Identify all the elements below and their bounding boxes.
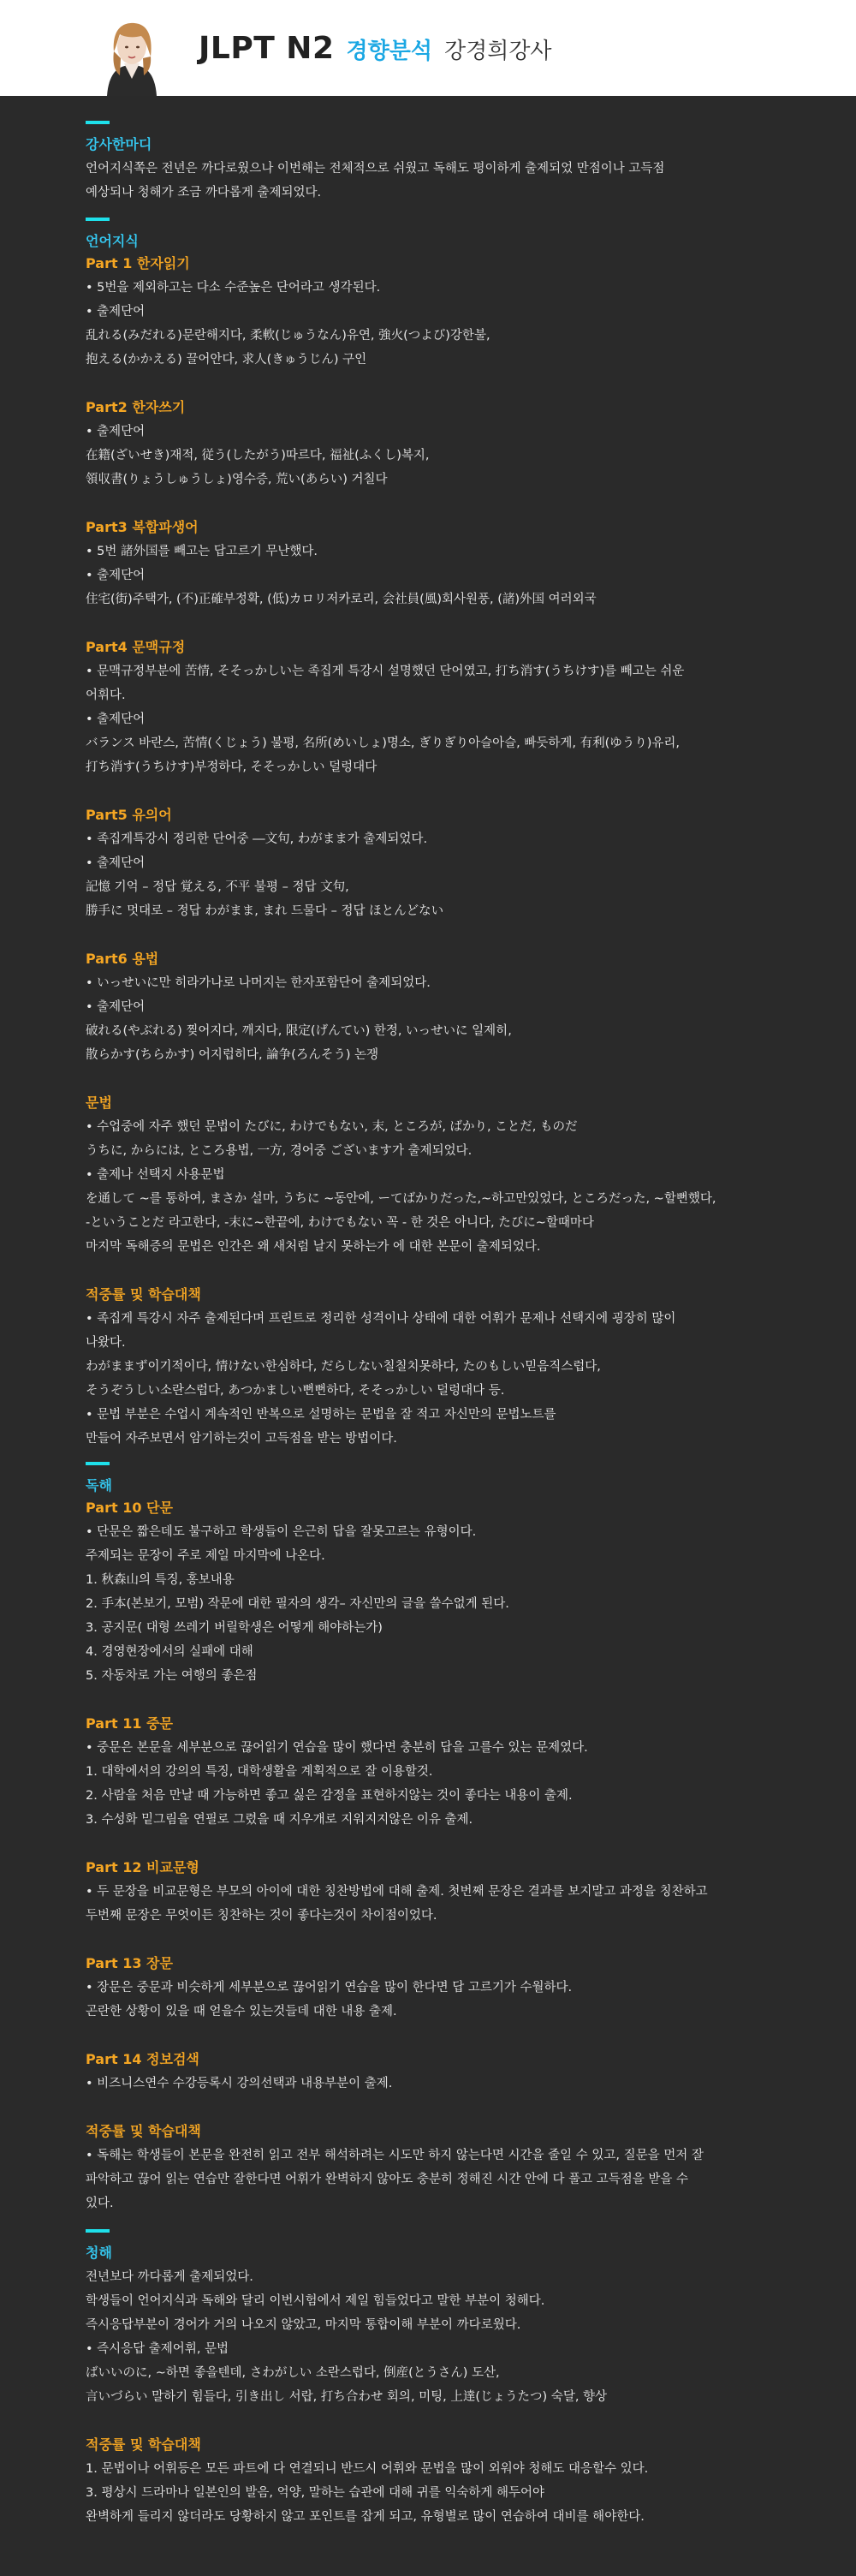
- subsection-part5: [86, 805, 770, 923]
- subsection-part2: [86, 397, 770, 492]
- section-title: 청해: [86, 2245, 112, 2261]
- text-line: • 수업중에 자주 했던 문법이 たびに, わけでもない, 末, ところが, ばかり, ことだ, ものだ: [86, 1120, 578, 1134]
- subsection-part10: [86, 1498, 770, 1688]
- text-line: 2. 手本(본보기, 모범) 작문에 대한 필자의 생각– 자신만의 글을 쓸수없게 된다.: [86, 1597, 509, 1611]
- text-line: • 두 문장을 비교문형은 부모의 아이에 대한 칭찬방법에 대해 출제. 첫번째 문장은 결과를 보지말고 과정을 칭찬하고: [86, 1885, 708, 1899]
- text-line: 전년보다 까다롭게 출제되었다.: [86, 2270, 253, 2284]
- subsection-title: Part5 유의어: [86, 807, 172, 823]
- subsection-title: Part4 문맥규정: [86, 639, 186, 655]
- text-line: ばいいのに, ~하면 좋을텐데, さわがしい 소란스럽다, 倒産(とうさん) 도산,: [86, 2366, 500, 2380]
- text-line: 완벽하게 들리지 않더라도 당황하지 않고 포인트를 잡게 되고, 유형별로 많이 연습하여 대비를 해야한다.: [86, 2510, 645, 2524]
- subsection-tips-language: [86, 1285, 770, 1451]
- text-line: 파악하고 끊어 읽는 연습만 잘한다면 어휘가 완벽하지 않아도 충분히 정해진 시간 안에 다 풀고 고득점을 받을 수: [86, 2173, 689, 2186]
- subsection-part14: [86, 2049, 770, 2096]
- section-accent-bar: [86, 1462, 110, 1465]
- subsection-title: 적중률 및 학습대책: [86, 2436, 201, 2453]
- text-line: 破れる(やぶれる) 찢어지다, 깨지다, 限定(げんてい) 한정, いっせいに 일제히,: [86, 1024, 512, 1038]
- subsection-part13: [86, 1953, 770, 2024]
- subsection-title: Part6 용법: [86, 951, 159, 967]
- text-line: • 문법 부분은 수업시 계속적인 반복으로 설명하는 문법을 잘 적고 자신만의 문법노트를: [86, 1408, 556, 1422]
- text-line: • 출제단어: [86, 856, 146, 870]
- subsection-title: Part3 복합파생어: [86, 519, 199, 535]
- text-line: 勝手に 멋대로 – 정답 わがまま, まれ 드물다 – 정답 ほとんどない: [86, 904, 444, 918]
- text-line: 3. 공지문( 대형 쓰레기 버릴학생은 어떻게 해야하는가): [86, 1621, 383, 1635]
- text-line: • 즉시응답 출제어휘, 문법: [86, 2342, 229, 2356]
- text-line: 나왔다.: [86, 1336, 126, 1350]
- subsection-title: Part 10 단문: [86, 1500, 173, 1516]
- text-line: 3. 수성화 밑그림을 연필로 그렸을 때 지우개로 지워지지않은 이유 출제.: [86, 1813, 473, 1827]
- text-line: • 독해는 학생들이 본문을 완전히 읽고 전부 해석하려는 시도만 하지 않는다면 시간을 줄일 수 있고, 질문을 먼저 잘: [86, 2149, 704, 2162]
- text-line: • 비즈니스연수 수강등록시 강의선택과 내용부분이 출제.: [86, 2077, 393, 2090]
- text-line: 만들어 자주보면서 암기하는것이 고득점을 받는 방법이다.: [86, 1432, 397, 1446]
- subsection-title: Part 13 장문: [86, 1955, 173, 1971]
- subsection-title: 문법: [86, 1094, 112, 1111]
- section-body: [86, 157, 770, 205]
- text-line: • 출제단어: [86, 1000, 146, 1014]
- text-line: 있다.: [86, 2197, 114, 2210]
- subsection-part4: [86, 637, 770, 779]
- text-line: • 출제단어: [86, 569, 146, 582]
- text-line: • 중문은 본문을 세부분으로 끊어읽기 연습을 많이 했다면 충분히 답을 고를수 있는 문제였다.: [86, 1741, 588, 1755]
- text-line: 言いづらい 말하기 힘들다, 引き出し 서랍, 打ち合わせ 회의, 미팅, 上達(じょうたつ) 숙달, 향상: [86, 2390, 608, 2404]
- text-line: 2. 사람을 처음 만날 때 가능하면 좋고 싫은 감정을 표현하지않는 것이 좋다는 내용이 출제.: [86, 1789, 573, 1803]
- text-line: • 5번을 제외하고는 다소 수준높은 단어라고 생각된다.: [86, 281, 381, 295]
- text-line: そうぞうしい소란스럽다, あつかましい뻔뻔하다, そそっかしい 덜렁대다 등.: [86, 1384, 505, 1398]
- text-line: 記憶 기억 – 정답 覚える, 不平 불평 – 정답 文句,: [86, 880, 349, 894]
- text-line: • 족집게특강시 정리한 단어중 ―文句, わがまま가 출제되었다.: [86, 832, 428, 846]
- subsection-tips-reading: [86, 2121, 770, 2215]
- text-line: 마지막 독해증의 문법은 인간은 왜 새처럼 날지 못하는가 에 대한 본문이 출제되었다.: [86, 1240, 541, 1254]
- text-line: 예상되나 청해가 조금 까다롭게 출제되었다.: [86, 186, 322, 200]
- subsection-part12: [86, 1857, 770, 1928]
- section-accent-bar: [86, 218, 110, 221]
- subsection-title: 적중률 및 학습대책: [86, 2123, 201, 2139]
- text-line: • 단문은 짧은데도 불구하고 학생들이 은근히 답을 잘못고르는 유형이다.: [86, 1525, 477, 1539]
- text-line: 5. 자동차로 가는 여행의 좋은점: [86, 1669, 258, 1683]
- section-reading: [86, 1462, 770, 2215]
- text-line: 3. 평상시 드라마나 일본인의 발음, 억양, 말하는 습관에 대해 귀를 익숙하게 해두어야: [86, 2486, 544, 2500]
- subsection-part11: [86, 1714, 770, 1832]
- text-line: 학생들이 언어지식과 독해와 달리 이번시험에서 제일 힘들었다고 말한 부분이 청해다.: [86, 2294, 545, 2308]
- section-language: [86, 218, 770, 1451]
- subsection-title: Part2 한자쓰기: [86, 399, 186, 415]
- text-line: 곤란한 상황이 있을 때 얻을수 있는것들데 대한 내용 출제.: [86, 2005, 397, 2018]
- section-title: 독해: [86, 1477, 112, 1494]
- title-accent: 경향분석: [346, 39, 432, 64]
- title-main: JLPT N2: [199, 31, 335, 66]
- text-line: 乱れる(みだれる)문란해지다, 柔軟(じゅうなん)유연, 強火(つよび)강한불,: [86, 329, 490, 343]
- subsection-part6: [86, 949, 770, 1067]
- text-line: 주제되는 문장이 주로 제일 마지막에 나온다.: [86, 1549, 325, 1563]
- section-intro: [86, 121, 770, 205]
- text-line: • 장문은 중문과 비슷하게 세부분으로 끊어읽기 연습을 많이 한다면 답 고르기가 수월하다.: [86, 1981, 573, 1995]
- section-listening: [86, 2229, 770, 2529]
- subsection-part1: [86, 253, 770, 372]
- text-line: • 출제단어: [86, 305, 146, 319]
- subsection-title: Part 12 비교문형: [86, 1859, 199, 1875]
- section-accent-bar: [86, 121, 110, 124]
- text-line: • 출제단어: [86, 713, 146, 726]
- text-line: 어휘다.: [86, 689, 126, 702]
- text-line: • いっせいに만 히라가나로 나머지는 한자포함단어 출제되었다.: [86, 976, 431, 990]
- text-line: 4. 경영현장에서의 실패에 대해: [86, 1645, 253, 1659]
- text-line: うちに, からには, ところ용법, 一方, 경어중 ございます가 출제되었다.: [86, 1144, 473, 1158]
- text-line: 在籍(ざいせき)재적, 従う(したがう)따르다, 福祉(ふくし)복지,: [86, 449, 430, 462]
- text-line: 住宅(街)주택가, (不)正確부정확, (低)カロリ저카로리, 会社員(風)회사원풍, (諸)外国 여러외국: [86, 593, 597, 606]
- text-line: 散らかす(ちらかす) 어지럽히다, 論争(ろんそう) 논쟁: [86, 1048, 379, 1062]
- text-line: • 문맥규정부분에 苦情, そそっかしい는 족집게 특강시 설명했던 단어였고, 打ち消す(うちけす)를 빼고는 쉬운: [86, 665, 685, 678]
- text-line: • 출제단어: [86, 425, 146, 438]
- text-line: • 족집게 특강시 자주 출제된다며 프린트로 정리한 성격이나 상태에 대한 어휘가 문제나 선택지에 굉장히 많이: [86, 1312, 676, 1326]
- subsection-grammar: [86, 1093, 770, 1259]
- text-line: 즉시응답부분이 경어가 거의 나오지 않았고, 마지막 통합이해 부분이 까다로웠다.: [86, 2318, 521, 2332]
- text-line: 1. 대학에서의 강의의 특징, 대학생활을 계획적으로 잘 이용할것.: [86, 1765, 433, 1779]
- subsection-tips-listening: [86, 2435, 770, 2529]
- text-line: わがままず이기적이다, 情けない한심하다, だらしない칠칠치못하다, たのもしい믿음직스럽다,: [86, 1360, 601, 1374]
- title-instructor: 강경희강사: [443, 39, 552, 64]
- text-line: 1. 문법이나 어휘등은 모든 파트에 다 연결되니 반드시 어휘와 문법을 많이 외워야 청해도 대응할수 있다.: [86, 2462, 649, 2476]
- text-line: • 5번 諸外国를 빼고는 답고르기 무난했다.: [86, 545, 318, 558]
- section-title: 강사한마디: [86, 136, 152, 152]
- text-line: -ということだ 라고한다, -末に~한끝에, わけでもない 꼭 - 한 것은 아니다, たびに~할때마다: [86, 1216, 594, 1230]
- content-column: [86, 0, 770, 2576]
- section-title: 언어지식: [86, 233, 139, 249]
- subsection-title: Part 14 정보검색: [86, 2051, 199, 2067]
- text-line: 領収書(りょうしゅうしょ)영수증, 荒い(あらい) 거칠다: [86, 473, 388, 486]
- subsection-title: 적중률 및 학습대책: [86, 1286, 201, 1303]
- text-line: 1. 秋森山의 특징, 홍보내용: [86, 1573, 235, 1587]
- subsection-title: Part 11 중문: [86, 1715, 173, 1732]
- text-line: バランス 바란스, 苦情(くじょう) 불평, 名所(めいしょ)명소, ぎりぎり아슬아슬, 빠듯하게, 有利(ゆうり)유리,: [86, 736, 681, 750]
- text-line: 두번째 문장은 무엇이든 칭찬하는 것이 좋다는것이 차이점이었다.: [86, 1909, 437, 1923]
- text-line: • 출제나 선택지 사용문법: [86, 1168, 225, 1182]
- subsection-part3: [86, 517, 770, 611]
- text-line: を通して ~를 통하여, まさか 설마, うちに ~동안에, ーてばかりだった,~하고만있었다, ところだった, ~할뻔했다,: [86, 1192, 716, 1206]
- text-line: 抱える(かかえる) 끌어안다, 求人(きゅうじん) 구인: [86, 353, 367, 367]
- section-accent-bar: [86, 2229, 110, 2233]
- text-line: 打ち消す(うちけす)부정하다, そそっかしい 덜렁대다: [86, 760, 377, 774]
- text-line: 언어지식쪽은 전년은 까다로웠으나 이번해는 전체적으로 쉬웠고 독해도 평이하게 출제되었 만점이나 고득점: [86, 162, 665, 176]
- subsection-title: Part 1 한자읽기: [86, 255, 190, 271]
